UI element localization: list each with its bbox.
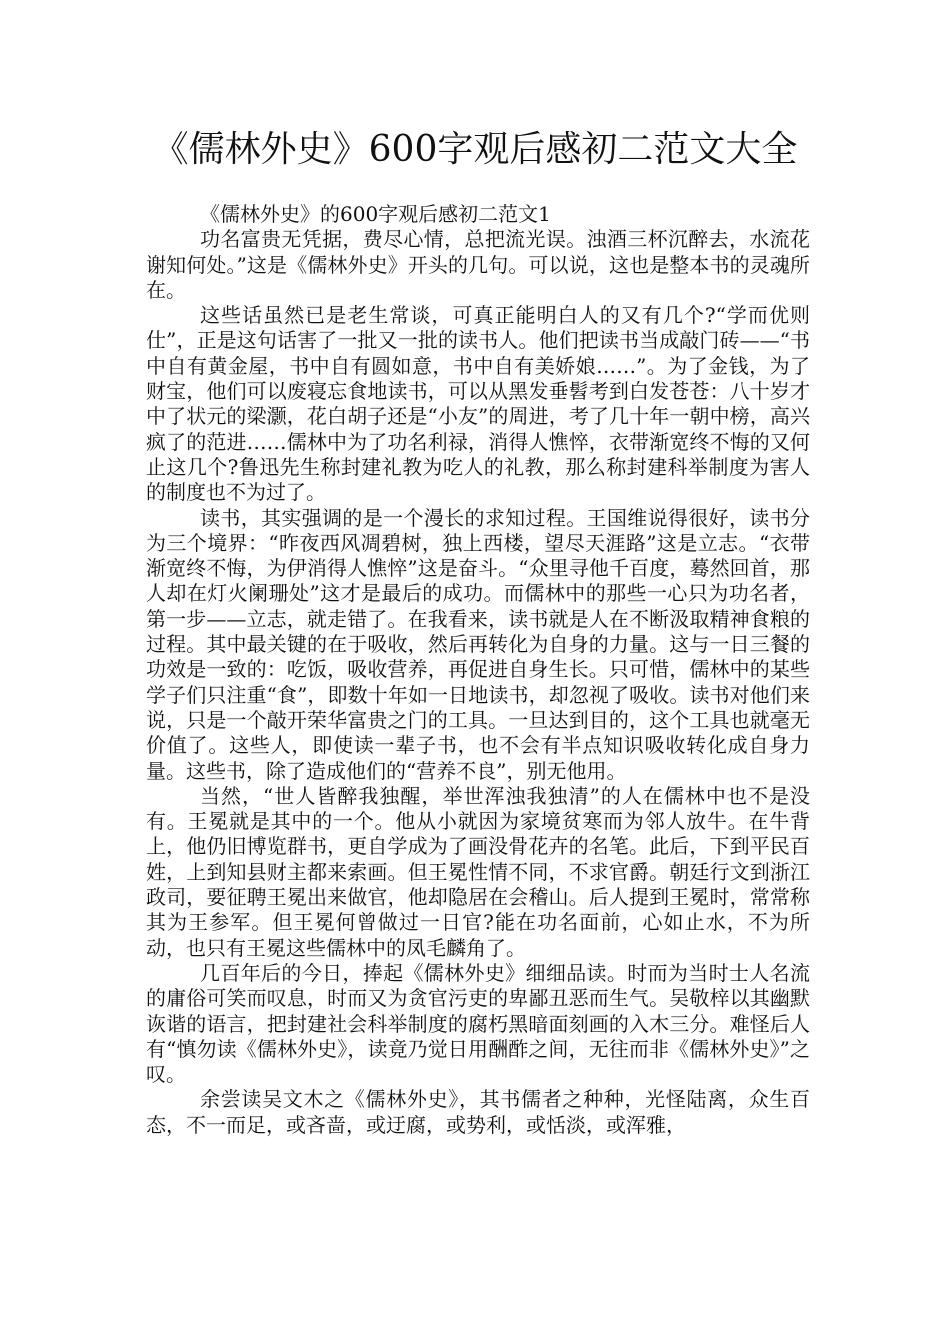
paragraph-1: 功名富贵无凭据，费尽心情，总把流光误。浊酒三杯沉醉去，水流花谢知何处。”这是《儒林外史》开头的几句。可以说，这也是整本书的灵魂所在。: [146, 227, 810, 302]
paragraph-4: 当然，“世人皆醉我独醒，举世浑浊我独清”的人在儒林中也不是没有。王冕就是其中的一个。他从小就因为家境贫寒而为邻人放牛。在牛背上，他仍旧博览群书，更自学成为了画没骨花卉的名笔。此后，下到平民百姓，上到知县财主都来索画。但王冕性情不同，不求官爵。朝廷行文到浙江政司，要征聘王冕出来做官，他却隐居在会稽山。后人提到王冕时，常常称其为王参军。但王冕何曾做过一日官?能在功名面前，心如止水，不为所动，也只有王冕这些儒林中的凤毛麟角了。: [146, 783, 810, 960]
document-body: [146, 202, 810, 1138]
paragraph-2: 这些话虽然已是老生常谈，可真正能明白人的又有几个?“学而优则仕”，正是这句话害了一批又一批的读书人。他们把读书当成敲门砖——“书中自有黄金屋，书中自有圆如意，书中自有美娇娘……”。为了金钱，为了财宝，他们可以废寝忘食地读书，可以从黑发垂髫考到白发苍苍：八十岁才中了状元的梁灏，花白胡子还是“小友”的周进，考了几十年一朝中榜，高兴疯了的范进……儒林中为了功名利禄，消得人憔悴，衣带渐宽终不悔的又何止这几个?鲁迅先生称封建礼教为吃人的礼教，那么称封建科举制度为害人的制度也不为过了。: [146, 303, 810, 505]
paragraph-6: 余尝读吴文木之《儒林外史》，其书儒者之种种，光怪陆离，众生百态，不一而足，或吝啬，或迂腐，或势利，或恬淡，或浑雅，: [146, 1087, 810, 1137]
paragraph-5: 几百年后的今日，捧起《儒林外史》细细品读。时而为当时士人名流的庸俗可笑而叹息，时而又为贪官污吏的卑鄙丑恶而生气。吴敬梓以其幽默诙谐的语言，把封建社会科举制度的腐朽黑暗面刻画的入木三分。难怪后人有“慎勿读《儒林外史》，读竟乃觉日用酬酢之间，无往而非《儒林外史》”之叹。: [146, 960, 810, 1087]
paragraph-3: 读书，其实强调的是一个漫长的求知过程。王国维说得很好，读书分为三个境界：“昨夜西风凋碧树，独上西楼，望尽天涯路”这是立志。“衣带渐宽终不悔，为伊消得人憔悴”这是奋斗。“众里寻他千百度，蓦然回首，那人却在灯火阑珊处”这才是最后的成功。而儒林中的那些一心只为功名者，第一步——立志，就走错了。在我看来，读书就是人在不断汲取精神食粮的过程。其中最关键的在于吸收，然后再转化为自身的力量。这与一日三餐的功效是一致的：吃饭，吸收营养，再促进自身生长。只可惜，儒林中的某些学子们只注重“食”，即数十年如一日地读书，却忽视了吸收。读书对他们来说，只是一个敲开荣华富贵之门的工具。一旦达到目的，这个工具也就毫无价值了。这些人，即使读一辈子书，也不会有半点知识吸收转化成自身力量。这些书，除了造成他们的“营养不良”，别无他用。: [146, 505, 810, 783]
document-title: 《儒林外史》600字观后感初二范文大全: [152, 129, 798, 170]
section-heading: 《儒林外史》的600字观后感初二范文1: [200, 202, 551, 226]
